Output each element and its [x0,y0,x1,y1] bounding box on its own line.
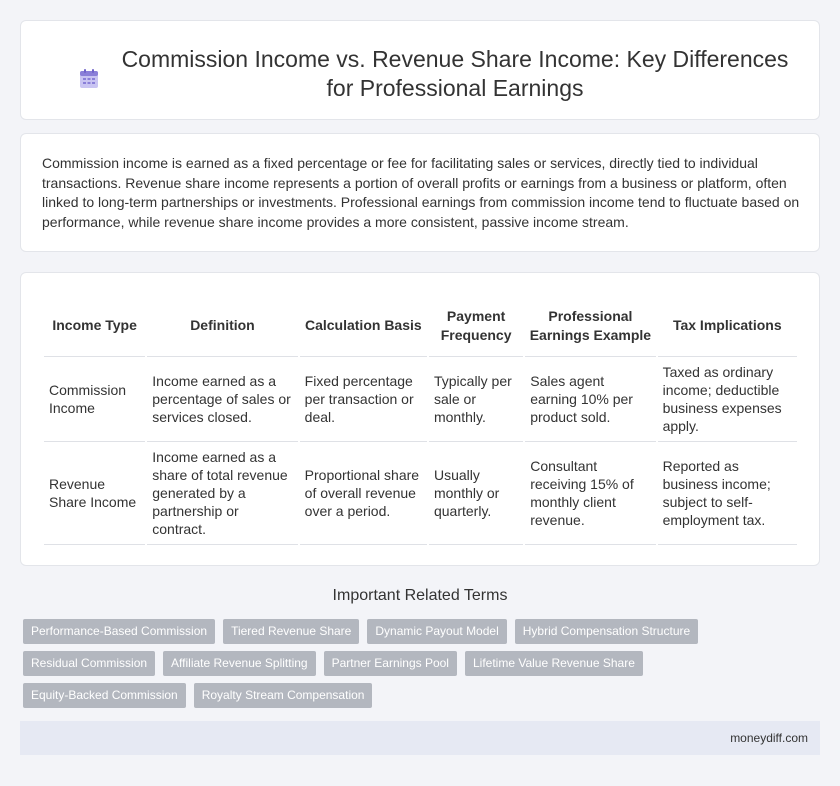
intro-text: Commission income is earned as a fixed percentage or fee for facilitating sales or services, directly tied to individual transactions. Revenue share income represents a portion of overall profits or earnings from a business or platform, often linked to long-term partnerships or investments. Professional earnings from commission income tend to fluctuate based on performance, while revenue share income provides a more consistent, passive income stream. [42,155,800,230]
column-header: Definition [147,295,297,357]
comparison-table [42,295,799,545]
table-cell: Revenue Share Income [44,442,145,545]
table-cell: Fixed percentage per transaction or deal. [300,357,427,442]
page-title: Commission Income vs. Revenue Share Income: Key Differences for Professional Earnings [121,46,789,101]
table-cell: Proportional share of overall revenue over a period. [300,442,427,545]
related-term-tag[interactable]: Performance-Based Commission [23,619,215,644]
table-cell: Consultant receiving 15% of monthly client revenue. [525,442,655,545]
related-term-tag[interactable]: Residual Commission [23,651,155,676]
column-header: Calculation Basis [300,295,427,357]
intro-card [20,133,820,252]
header-card [20,20,820,120]
comparison-table-card [20,272,820,566]
related-term-tag[interactable]: Affiliate Revenue Splitting [163,651,316,676]
column-header: Tax Implications [658,295,797,357]
table-cell: Income earned as a percentage of sales or services closed. [147,357,297,442]
table-row [44,357,797,442]
table-cell: Sales agent earning 10% per product sold. [525,357,655,442]
site-name[interactable]: moneydiff.com [730,731,808,745]
footer [20,721,820,755]
column-header: Payment Frequency [429,295,523,357]
related-term-tag[interactable]: Partner Earnings Pool [324,651,457,676]
table-cell: Typically per sale or monthly. [429,357,523,442]
related-terms-title: Important Related Terms [332,587,508,604]
table-cell: Usually monthly or quarterly. [429,442,523,545]
related-term-tag[interactable]: Lifetime Value Revenue Share [465,651,643,676]
related-term-tag[interactable]: Tiered Revenue Share [223,619,359,644]
related-terms-list [23,619,813,715]
table-row [44,442,797,545]
related-term-tag[interactable]: Royalty Stream Compensation [194,683,373,708]
related-term-tag[interactable]: Hybrid Compensation Structure [515,619,698,644]
table-cell: Reported as business income; subject to self-employment tax. [658,442,797,545]
table-cell: Taxed as ordinary income; deductible business expenses apply. [658,357,797,442]
column-header: Professional Earnings Example [525,295,655,357]
column-header: Income Type [44,295,145,357]
table-cell: Income earned as a share of total revenue generated by a partnership or contract. [147,442,297,545]
related-term-tag[interactable]: Equity-Backed Commission [23,683,186,708]
table-header-row [44,295,797,357]
table-cell: Commission Income [44,357,145,442]
related-term-tag[interactable]: Dynamic Payout Model [367,619,506,644]
